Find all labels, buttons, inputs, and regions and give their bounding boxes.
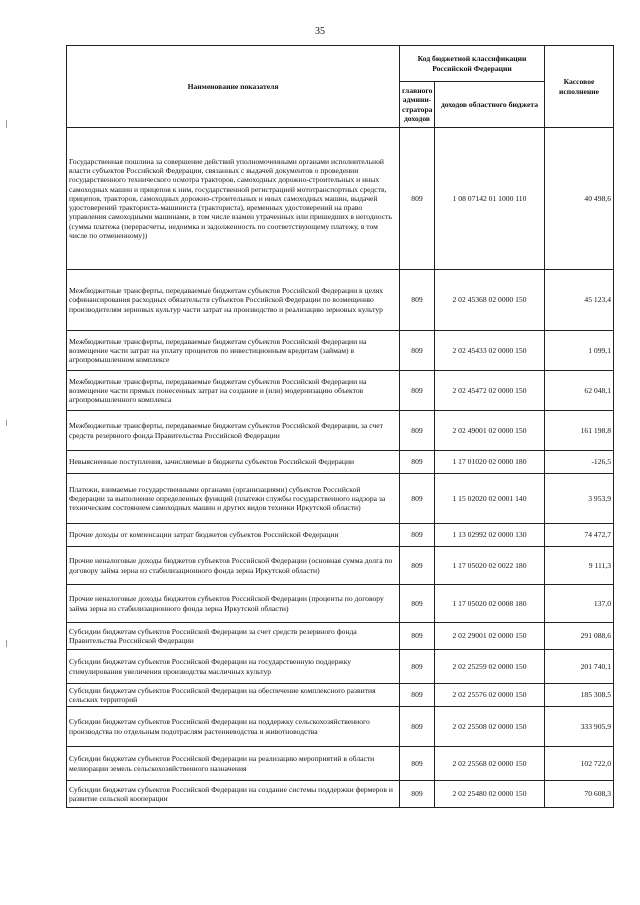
row-indicator-name: Платежи, взимаемые государственными органами (организациями) субъектов Российской Федерации за выполнение определенных функций (платежи службы государственного надзора за техническим состоянием самоходных машин и других видов техники Иркутской области) [67, 474, 400, 524]
row-indicator-name: Межбюджетные трансферты, передаваемые бюджетам субъектов Российской Федерации, за счет средств резервного фонда Правительства Российской Федерации [67, 411, 400, 451]
row-admin-code: 809 [400, 128, 435, 270]
row-cash-execution: 9 111,3 [545, 547, 614, 585]
row-revenue-code: 2 02 45472 02 0000 150 [435, 371, 545, 411]
row-admin-code: 809 [400, 451, 435, 474]
row-cash-execution: 137,0 [545, 585, 614, 623]
row-revenue-code: 2 02 45433 02 0000 150 [435, 331, 545, 371]
table-row [67, 128, 614, 270]
row-revenue-code: 1 15 02020 02 0001 140 [435, 474, 545, 524]
row-indicator-name: Субсидии бюджетам субъектов Российской Федерации на создание системы поддержки фермеров и развитие сельской кооперации [67, 781, 400, 808]
header-cash-execution: Кассовое исполнение [545, 46, 614, 128]
row-admin-code: 809 [400, 585, 435, 623]
row-cash-execution: 1 099,1 [545, 331, 614, 371]
row-admin-code: 809 [400, 524, 435, 547]
row-revenue-code: 2 02 25259 02 0000 150 [435, 650, 545, 684]
row-cash-execution: 161 198,8 [545, 411, 614, 451]
row-indicator-name: Межбюджетные трансферты, передаваемые бюджетам субъектов Российской Федерации на возмещение части затрат на уплату процентов по инвестиционным кредитам (займам) в агропромышленном комплексе [67, 331, 400, 371]
row-indicator-name: Государственная пошлина за совершение действий уполномоченными органами исполнительной власти субъектов Российской Федерации, связанных с выдачей документов о проведении государственного технического осмотра тракторов, самоходных дорожно-строительных и иных самоходных машин и прицепов к ним, государственной регистрацией мототранспортных средств, прицепов, тракторов, самоходных дорожно-строительных и иных самоходных машин, выдачей удостоверений тракториста-машиниста (тракториста), временных удостоверений на право управления самоходными машинами, в том числе взамен утраченных или пришедших в негодность (сумма платежа (перерасчеты, недоимка и задолженность по соответствующему платежу, в том числе по отмененному)) [67, 128, 400, 270]
row-cash-execution: 3 953,9 [545, 474, 614, 524]
row-revenue-code: 1 08 07142 01 1000 110 [435, 128, 545, 270]
table-row [67, 650, 614, 684]
table-row [67, 270, 614, 331]
row-cash-execution: 201 740,1 [545, 650, 614, 684]
table-row [67, 585, 614, 623]
table-row [67, 547, 614, 585]
table-row [67, 747, 614, 781]
row-admin-code: 809 [400, 331, 435, 371]
table-row [67, 411, 614, 451]
row-admin-code: 809 [400, 623, 435, 650]
header-indicator-name: Наименование показателя [67, 46, 400, 128]
row-revenue-code: 2 02 25480 02 0000 150 [435, 781, 545, 808]
page-number: 35 [315, 26, 325, 37]
row-cash-execution: 62 048,1 [545, 371, 614, 411]
row-indicator-name: Субсидии бюджетам субъектов Российской Федерации на поддержку сельскохозяйственного производства по отдельным подотраслям растениеводства и животноводства [67, 707, 400, 747]
row-indicator-name: Субсидии бюджетам субъектов Российской Федерации за счет средств резервного фонда Правительства Российской Федерации [67, 623, 400, 650]
row-revenue-code: 2 02 29001 02 0000 150 [435, 623, 545, 650]
row-revenue-code: 1 17 05020 02 0008 180 [435, 585, 545, 623]
row-admin-code: 809 [400, 371, 435, 411]
header-revenue-code: доходов областного бюджета [435, 82, 545, 128]
row-revenue-code: 2 02 45368 02 0000 150 [435, 270, 545, 331]
row-revenue-code: 2 02 25508 02 0000 150 [435, 707, 545, 747]
table-row [67, 684, 614, 707]
table-row [67, 474, 614, 524]
row-indicator-name: Прочие неналоговые доходы бюджетов субъектов Российской Федерации (основная сумма долга по договору займа зерна из стабилизационного фонда зерна Иркутской области) [67, 547, 400, 585]
row-indicator-name: Субсидии бюджетам субъектов Российской Федерации на реализацию мероприятий в области мелиорации земель сельскохозяйственного назначения [67, 747, 400, 781]
row-cash-execution: -126,5 [545, 451, 614, 474]
table-row [67, 451, 614, 474]
row-cash-execution: 102 722,0 [545, 747, 614, 781]
header-classification-code: Код бюджетной классификации Российской Федерации [400, 46, 545, 82]
row-revenue-code: 2 02 25568 02 0000 150 [435, 747, 545, 781]
row-revenue-code: 1 17 01020 02 0000 180 [435, 451, 545, 474]
row-indicator-name: Межбюджетные трансферты, передаваемые бюджетам субъектов Российской Федерации в целях софинансирования расходных обязательств субъектов Российской Федерации по возмещению производителям зерновых культур части затрат на производство и реализацию зерновых культур [67, 270, 400, 331]
table-row [67, 623, 614, 650]
table-row [67, 331, 614, 371]
row-indicator-name: Прочие неналоговые доходы бюджетов субъектов Российской Федерации (проценты по договору займа зерна из стабилизационного фонда зерна Иркутской области) [67, 585, 400, 623]
scan-edge-mark [6, 420, 7, 426]
row-admin-code: 809 [400, 684, 435, 707]
row-indicator-name: Невыясненные поступления, зачисляемые в бюджеты субъектов Российской Федерации [67, 451, 400, 474]
header-admin-code: главного админи-стратора доходов [400, 82, 435, 128]
row-admin-code: 809 [400, 547, 435, 585]
scan-edge-mark [6, 120, 7, 128]
budget-revenue-table [66, 45, 614, 808]
table-row [67, 707, 614, 747]
row-cash-execution: 185 308,5 [545, 684, 614, 707]
row-cash-execution: 291 088,6 [545, 623, 614, 650]
row-cash-execution: 74 472,7 [545, 524, 614, 547]
scan-edge-mark [6, 640, 7, 647]
row-revenue-code: 2 02 49001 02 0000 150 [435, 411, 545, 451]
row-admin-code: 809 [400, 707, 435, 747]
table-row [67, 524, 614, 547]
row-revenue-code: 1 17 05020 02 0022 180 [435, 547, 545, 585]
row-revenue-code: 1 13 02992 02 0000 130 [435, 524, 545, 547]
table-row [67, 781, 614, 808]
row-cash-execution: 333 905,9 [545, 707, 614, 747]
row-admin-code: 809 [400, 411, 435, 451]
row-admin-code: 809 [400, 474, 435, 524]
row-admin-code: 809 [400, 650, 435, 684]
row-indicator-name: Прочие доходы от компенсации затрат бюджетов субъектов Российской Федерации [67, 524, 400, 547]
table-row [67, 371, 614, 411]
row-cash-execution: 40 498,6 [545, 128, 614, 270]
row-cash-execution: 45 123,4 [545, 270, 614, 331]
row-admin-code: 809 [400, 270, 435, 331]
row-cash-execution: 70 608,3 [545, 781, 614, 808]
row-admin-code: 809 [400, 747, 435, 781]
row-indicator-name: Субсидии бюджетам субъектов Российской Федерации на обеспечение комплексного развития сельских территорий [67, 684, 400, 707]
row-indicator-name: Субсидии бюджетам субъектов Российской Федерации на государственную поддержку стимулирования увеличения производства масличных культур [67, 650, 400, 684]
row-admin-code: 809 [400, 781, 435, 808]
row-revenue-code: 2 02 25576 02 0000 150 [435, 684, 545, 707]
row-indicator-name: Межбюджетные трансферты, передаваемые бюджетам субъектов Российской Федерации на возмещение части прямых понесенных затрат на создание и (или) модернизацию объектов агропромышленного комплекса [67, 371, 400, 411]
